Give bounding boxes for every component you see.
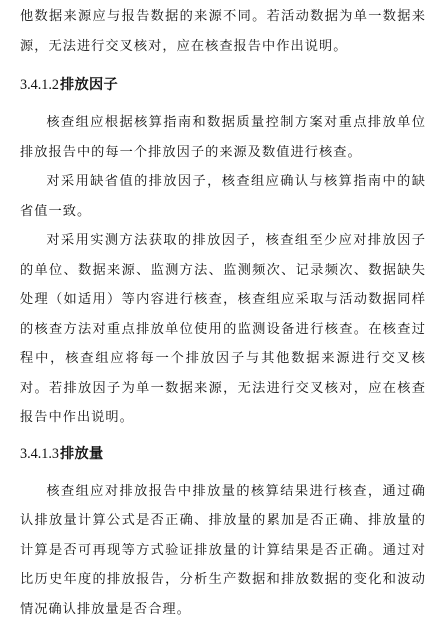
- section-number: 3.4.1.3: [20, 446, 59, 462]
- paragraph-measured-factors: 对采用实测方法获取的排放因子，核查组至少应对排放因子的单位、数据来源、监测方法、监测频次、记录频次、数据缺失处理（如适用）等内容进行核查，核查组应采取与活动数据同样的核查方法对重点排放单位使用的监测设备进行核查。在核查过程中，核查组应将每一个排放因子与其他数据来源进行交叉核对。若排放因子为单一数据来源，无法进行交叉核对，应在核查报告中作出说明。: [20, 226, 426, 433]
- section-title: 排放量: [60, 446, 103, 462]
- paragraph-emission-factor-check: 核查组应根据核算指南和数据质量控制方案对重点排放单位排放报告中的每一个排放因子的来源及数值进行核查。: [20, 108, 426, 167]
- paragraph-emissions-check: 核查组应对排放报告中排放量的核算结果进行核查，通过确认排放量计算公式是否正确、排放量的累加是否正确、排放量的计算是否可再现等方式验证排放量的计算结果是否正确。通过对比历史年度的排放报告，分析生产数据和排放数据的变化和波动情况确认排放量是否合理。: [20, 477, 426, 624]
- paragraph-default-values: 对采用缺省值的排放因子，核查组应确认与核算指南中的缺省值一致。: [20, 167, 426, 226]
- section-number: 3.4.1.2: [20, 77, 59, 93]
- section-heading-emissions: [20, 443, 426, 465]
- paragraph-activity-data-continuation: 他数据来源应与报告数据的来源不同。若活动数据为单一数据来源，无法进行交叉核对，应在核查报告中作出说明。: [20, 2, 426, 61]
- section-heading-emission-factor: [20, 74, 426, 96]
- section-title: 排放因子: [60, 77, 118, 93]
